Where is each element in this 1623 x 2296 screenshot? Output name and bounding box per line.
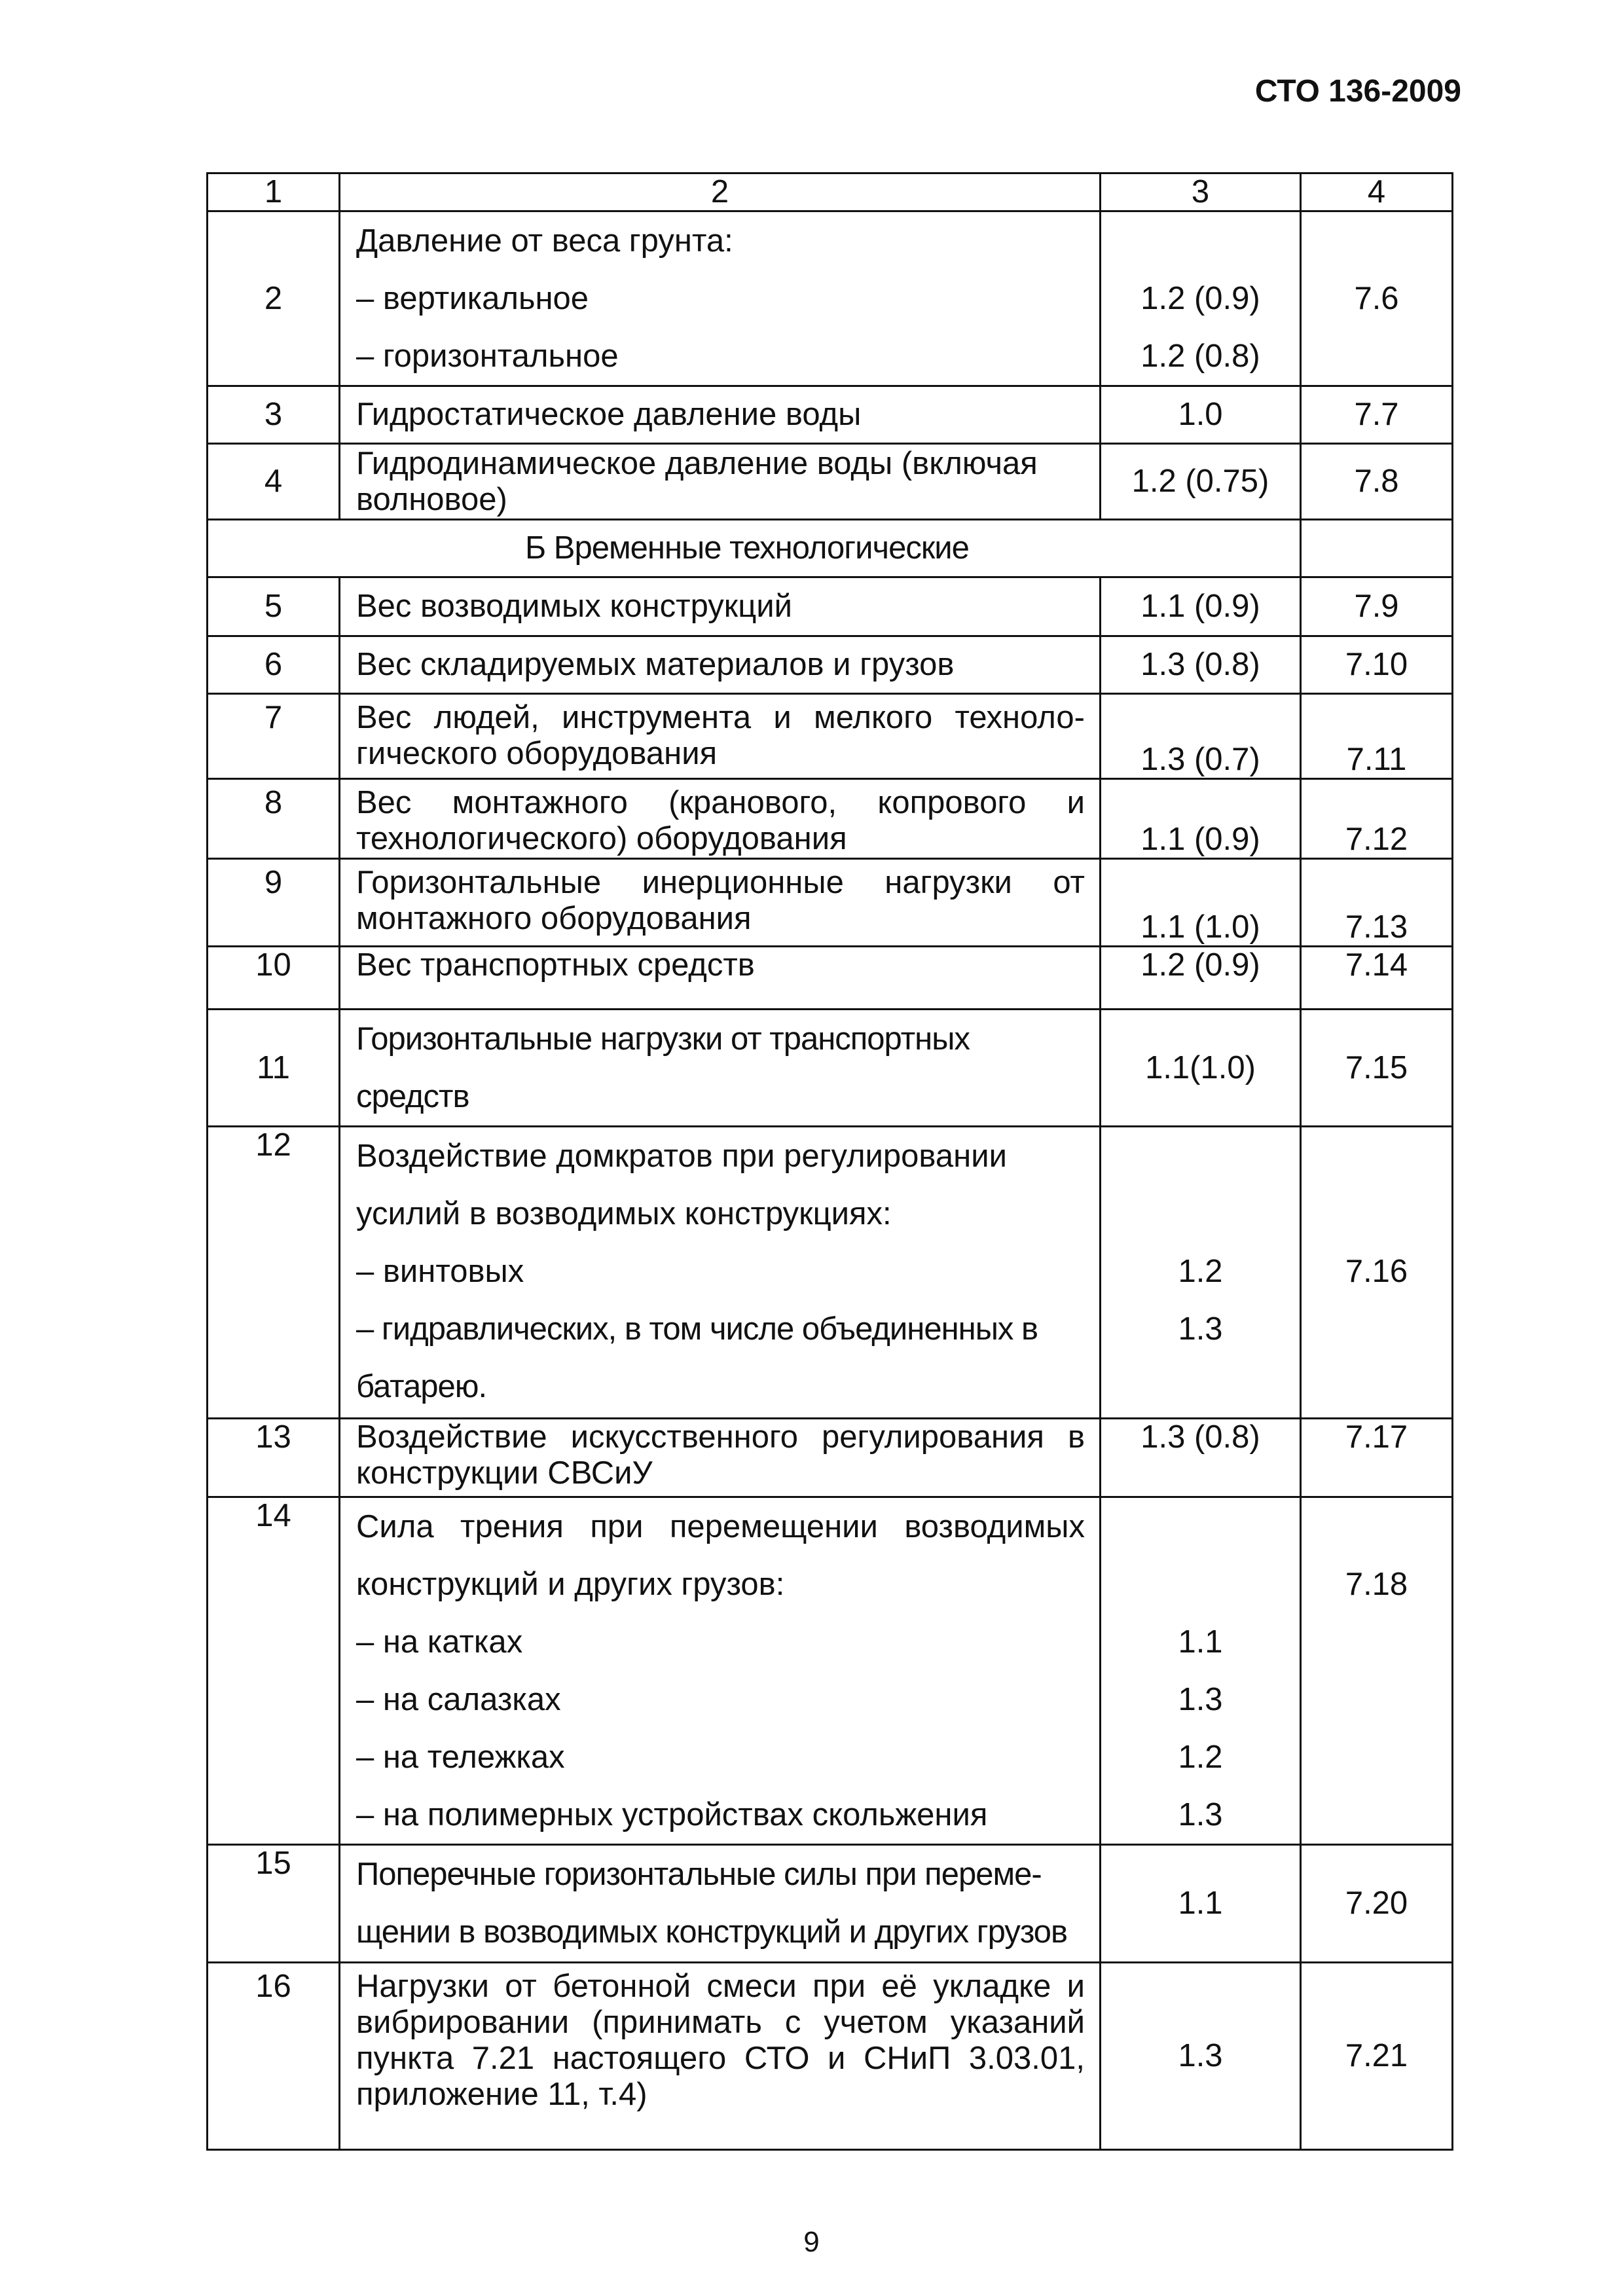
- row-line: Воздействие домкратов при регулировании: [356, 1139, 1007, 1174]
- row-reference: 7.11: [1301, 694, 1453, 779]
- row-subitem: – гидравлических, в том числе объединенных в: [356, 1311, 1038, 1347]
- section-row: [208, 520, 1453, 577]
- row-description: Вес возводимых конструкций: [340, 577, 1101, 636]
- row-subitem: – на полимерных устройствах скольжения: [356, 1797, 988, 1832]
- table-row: [208, 1497, 1453, 1845]
- row-number: 3: [208, 386, 340, 444]
- column-header: 3: [1101, 173, 1301, 211]
- row-number: 12: [208, 1127, 340, 1419]
- row-coefficient: 1.1 (0.9): [1101, 779, 1301, 859]
- row-coefficient: 1.3 (0.8): [1101, 1419, 1301, 1497]
- row-number: 11: [208, 1010, 340, 1127]
- table-row: [208, 1010, 1453, 1127]
- row-coefficient: [1101, 1127, 1301, 1419]
- row-reference: 7.17: [1301, 1419, 1453, 1497]
- row-reference: 7.10: [1301, 636, 1453, 694]
- row-description: Вес монтажного (кранового, копрового и технологического) оборудования: [340, 779, 1101, 859]
- row-subitem: – вертикальное: [356, 281, 589, 316]
- coefficient-value: 1.1: [1178, 1624, 1223, 1660]
- page-number: 9: [803, 2226, 820, 2258]
- reference-value: 7.18: [1345, 1567, 1408, 1602]
- table-row: [208, 779, 1453, 859]
- row-number: 5: [208, 577, 340, 636]
- coefficient-value: 1.2 (0.9): [1140, 281, 1260, 316]
- row-line: конструкций и других грузов:: [356, 1567, 785, 1602]
- loads-table: [206, 172, 1453, 2151]
- table-row: [208, 1419, 1453, 1497]
- row-description: Гидродинамическое давление воды (включая волновое): [340, 444, 1101, 520]
- row-line: Поперечные горизонтальные силы при переме-: [356, 1857, 1042, 1892]
- row-number: 14: [208, 1497, 340, 1845]
- table-row: [208, 577, 1453, 636]
- row-reference: 7.12: [1301, 779, 1453, 859]
- row-coefficient: 1.2 (0.75): [1101, 444, 1301, 520]
- row-line: средств: [356, 1079, 469, 1114]
- row-reference: [1301, 211, 1453, 386]
- row-subitem: батарею.: [356, 1369, 487, 1404]
- row-line: усилий в возводимых конструкциях:: [356, 1196, 892, 1231]
- row-reference: [1301, 1497, 1453, 1845]
- row-number: 4: [208, 444, 340, 520]
- row-subitem: – на тележках: [356, 1740, 565, 1775]
- row-number: 6: [208, 636, 340, 694]
- column-header: 2: [340, 173, 1101, 211]
- table-row: [208, 1845, 1453, 1963]
- row-description: Гидростатическое давление воды: [340, 386, 1101, 444]
- row-reference: 7.13: [1301, 859, 1453, 947]
- row-coefficient: 1.1: [1101, 1845, 1301, 1963]
- column-header: 1: [208, 173, 340, 211]
- row-description: Горизонтальные инерционные нагрузки от монтажного оборудования: [340, 859, 1101, 947]
- reference-value: 7.16: [1345, 1254, 1408, 1289]
- row-description: Воздействие искусственного регулирования в конструкции СВСиУ: [340, 1419, 1101, 1497]
- document-code: СТО 136-2009: [1254, 74, 1461, 109]
- table-row: [208, 636, 1453, 694]
- row-number: 13: [208, 1419, 340, 1497]
- row-reference: 7.20: [1301, 1845, 1453, 1963]
- row-reference: 7.8: [1301, 444, 1453, 520]
- row-subitem: – горизонтальное: [356, 338, 619, 374]
- row-number: 15: [208, 1845, 340, 1963]
- row-coefficient: 1.1 (1.0): [1101, 859, 1301, 947]
- row-coefficient: 1.2 (0.9): [1101, 947, 1301, 1010]
- row-reference: [1301, 1127, 1453, 1419]
- coefficient-value: 1.2 (0.8): [1140, 338, 1260, 374]
- row-description: Нагрузки от бетонной смеси при её укладке и вибрировании (принимать с учетом указаний пункта 7.21 настоящего СТО и СНиП 3.03.01, приложение 11, т.4): [340, 1963, 1101, 2150]
- row-line: Горизонтальные нагрузки от транспортных: [356, 1021, 970, 1057]
- row-description: Вес транспортных средств: [340, 947, 1101, 1010]
- row-number: 2: [208, 211, 340, 386]
- table-header-row: [208, 173, 1453, 211]
- coefficient-value: 1.3: [1178, 1311, 1223, 1347]
- row-number: 9: [208, 859, 340, 947]
- row-coefficient: [1101, 1497, 1301, 1845]
- coefficient-value: 1.2: [1178, 1740, 1223, 1775]
- row-subitem: – винтовых: [356, 1254, 524, 1289]
- row-coefficient: 1.1(1.0): [1101, 1010, 1301, 1127]
- row-description: [340, 1845, 1101, 1963]
- row-description: Вес складируемых материалов и грузов: [340, 636, 1101, 694]
- row-coefficient: 1.0: [1101, 386, 1301, 444]
- row-number: 8: [208, 779, 340, 859]
- coefficient-value: 1.3: [1178, 1797, 1223, 1832]
- row-reference: 7.14: [1301, 947, 1453, 1010]
- empty-cell: [1301, 520, 1453, 577]
- row-coefficient: 1.3 (0.8): [1101, 636, 1301, 694]
- row-title: Давление от веса грунта:: [356, 223, 733, 259]
- row-coefficient: [1101, 211, 1301, 386]
- row-subitem: – на салазках: [356, 1682, 561, 1717]
- row-description: [340, 1497, 1101, 1845]
- table-row: [208, 444, 1453, 520]
- row-description: [340, 1010, 1101, 1127]
- row-coefficient: 1.3 (0.7): [1101, 694, 1301, 779]
- row-coefficient: 1.1 (0.9): [1101, 577, 1301, 636]
- row-description: [340, 211, 1101, 386]
- row-reference: 7.15: [1301, 1010, 1453, 1127]
- section-heading: Б Временные технологические: [208, 520, 1301, 577]
- table-row: [208, 694, 1453, 779]
- table-row: [208, 211, 1453, 386]
- row-number: 10: [208, 947, 340, 1010]
- table-row: [208, 386, 1453, 444]
- column-header: 4: [1301, 173, 1453, 211]
- row-number: 7: [208, 694, 340, 779]
- table-row: [208, 1963, 1453, 2150]
- row-reference: 7.21: [1301, 1963, 1453, 2150]
- row-coefficient: 1.3: [1101, 1963, 1301, 2150]
- row-line: щении в возводимых конструкций и других грузов: [356, 1914, 1068, 1950]
- table-row: [208, 947, 1453, 1010]
- row-reference: 7.9: [1301, 577, 1453, 636]
- coefficient-value: 1.3: [1178, 1682, 1223, 1717]
- row-line: Сила трения при перемещении возводимых: [356, 1509, 1085, 1544]
- coefficient-value: 1.2: [1178, 1254, 1223, 1289]
- reference-value: 7.6: [1354, 281, 1399, 316]
- table-row: [208, 1127, 1453, 1419]
- row-reference: 7.7: [1301, 386, 1453, 444]
- row-number: 16: [208, 1963, 340, 2150]
- row-description: Вес людей, инструмента и мелкого техноло-гического оборудования: [340, 694, 1101, 779]
- row-subitem: – на катках: [356, 1624, 523, 1660]
- row-description: [340, 1127, 1101, 1419]
- table-row: [208, 859, 1453, 947]
